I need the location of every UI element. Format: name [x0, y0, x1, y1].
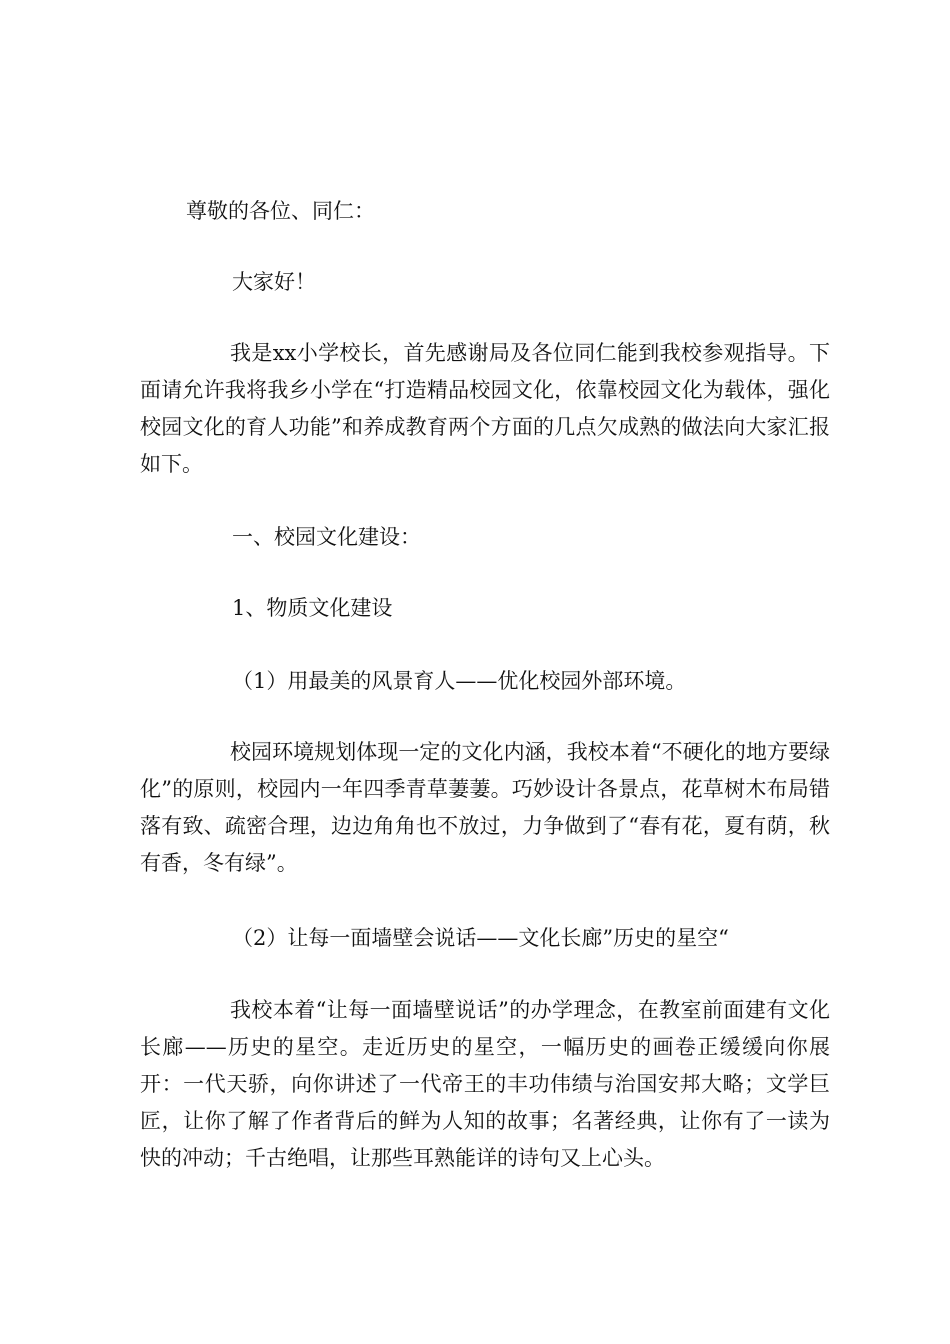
item-heading-environment: （1）用最美的风景育人——优化校园外部环境。: [232, 669, 687, 693]
document-page: [140, 0, 830, 1344]
intro-paragraph: 我是xx小学校长，首先感谢局及各位同仁能到我校参观指导。下面请允许我将我乡小学在“打造精品校园文化，依靠校园文化为载体，强化校园文化的育人功能”和养成教育两个方面的几点欠成熟的做法向大家汇报如下。: [140, 341, 830, 476]
section-heading-campus-culture: 一、校园文化建设：: [232, 525, 421, 549]
salutation: 尊敬的各位、同仁：: [186, 199, 375, 223]
subsection-heading-material-culture: 1、物质文化建设: [232, 596, 393, 620]
environment-paragraph: 校园环境规划体现一定的文化内涵，我校本着“不硬化的地方要绿化”的原则，校园内一年四季青草萋萋。巧妙设计各景点，花草树木布局错落有致、疏密合理，边边角角也不放过，力争做到了“春有花，夏有荫，秋有香，冬有绿”。: [140, 740, 830, 875]
item-heading-culture-corridor: （2）让每一面墙壁会说话——文化长廊”历史的星空“: [232, 926, 729, 950]
greeting: 大家好！: [232, 270, 316, 294]
corridor-paragraph: 我校本着“让每一面墙壁说话”的办学理念，在教室前面建有文化长廊——历史的星空。走近历史的星空，一幅历史的画卷正缓缓向你展开：一代天骄，向你讲述了一代帝王的丰功伟绩与治国安邦大略；文学巨匠，让你了解了作者背后的鲜为人知的故事；名著经典，让你有了一读为快的冲动；千古绝唱，让那些耳熟能详的诗句又上心头。: [140, 998, 830, 1170]
